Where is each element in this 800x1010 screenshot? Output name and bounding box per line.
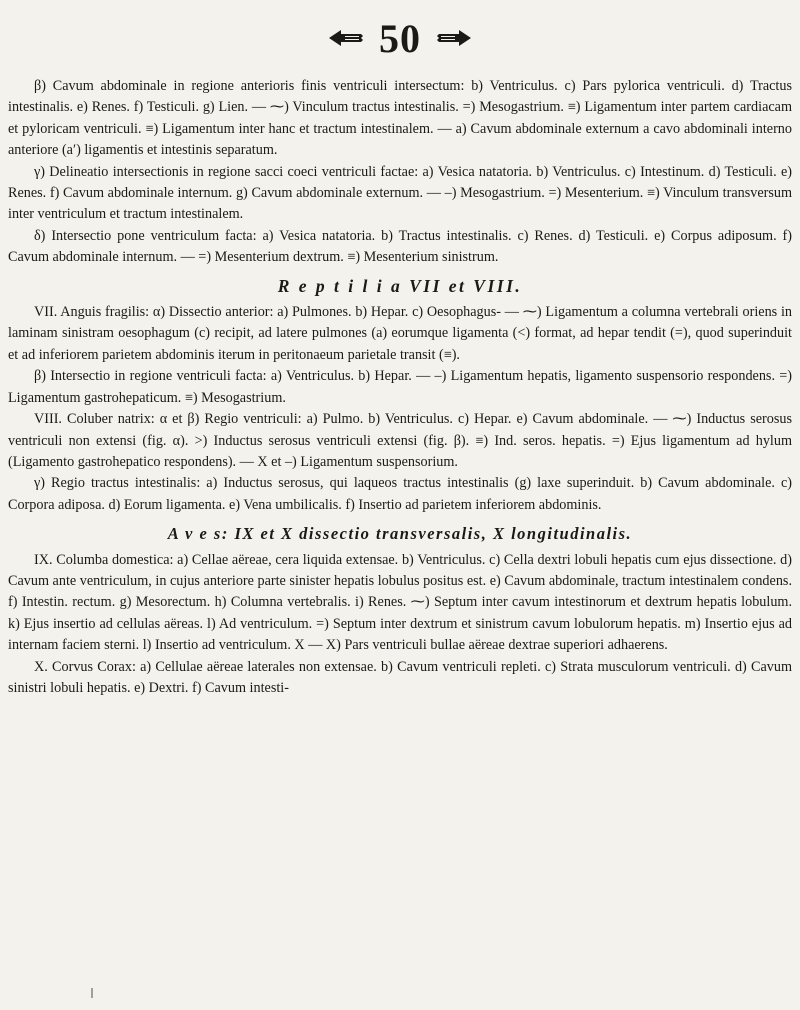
paragraph-corvus-corax: X. Corvus Corax: a) Cellulae aëreae laterales non extensae. b) Cavum ventriculi repleti. c) Strata musculorum ventriculi. d) Cavum sinistri lobuli hepatis. e) Dextri. f) Cavum intesti- [8, 658, 792, 696]
body-text [8, 76, 792, 699]
page-mark [91, 988, 93, 998]
paragraph-coluber-natrix: VIII. Coluber natrix: α et β) Regio ventriculi: a) Pulmo. b) Ventriculus. c) Hepar. e) Cavum abdominale. — ⁓) Inductus serosus ventriculi non extensi (fig. α). ˃) Inductus serosus ventriculi extensi (fig. β). ≡) Ind. seros. hepatis. =) Ejus ligamentum ad hylum (Ligamento gastrohepatico respondens). — X et ‒) Ligamentum suspensorium. [8, 411, 792, 470]
page-number: 50 [379, 15, 421, 61]
hand-pointing-left-icon [327, 25, 365, 51]
section-heading-reptilia: R e p t i l i a VII et VIII. [277, 275, 523, 296]
paragraph-coluber-gamma: γ) Regio tractus intestinalis: a) Inductus serosus, qui laqueos tractus intestinalis (g) laxe superinduit. b) Cavum abdominale. c) Corpora adiposa. d) Eorum ligamenta. e) Vena umbilicalis. f) Insertio ad parietem inferiorem abdominis. [8, 475, 792, 513]
paragraph-columba-domestica: IX. Columba domestica: a) Cellae aëreae, cera liquida extensae. b) Ventriculus. c) Cella dextri lobuli hepatis cum ejus dissectione. d) Cavum ante ventriculum, in cujus anteriore parte sinister hepatis lobulus positus est. e) Cavum abdominale, tractum intestinalem condens. f) Intestin. rectum. g) Mesorectum. h) Columna vertebralis. i) Renes. ⁓) Septum inter cavum intestinorum et dextrum hepatis lobulum. k) Ejus insertio ad cellulas aëreas. l) Ad ventriculum. =) Septum inter dextrum et sinistrum cavum lobulorum hepatis. m) Insertio ejus ad internam faciem sterni. l) Insertio ad ventriculum. X — X) Pars ventriculi bullae aëreae dextrae superiori adhaerens. [8, 551, 792, 654]
paragraph-beta-abdominal-section: β) Cavum abdominale in regione anterioris finis ventriculi intersectum: b) Ventriculus. c) Pars pylorica ventriculi. d) Tractus intestinalis. e) Renes. f) Testiculi. g) Lien. — ⁓) Vinculum tractus intestinalis. =) Mesogastrium. ≡) Ligamentum inter partem cardiacam et pyloricam ventriculi. ≡) Ligamentum inter hanc et tractum intestinalem. — a) Cavum abdominale externum a cavo abdominali interno anteriore (a′) ligamentis et intestinis separatum. [8, 78, 792, 159]
section-heading-aves: A v e s: IX et X dissectio transversalis, X longitudinalis. [167, 524, 633, 544]
paragraph-gamma-delineation: γ) Delineatio intersectionis in regione sacci coeci ventriculi factae: a) Vesica natatoria. b) Ventriculus. c) Intestinum. d) Testiculi. e) Renes. f) Cavum abdominale internum. g) Cavum abdominale externum. — ‒) Mesogastrium. =) Mesenterium. ≡) Vinculum transversum inter ventriculum et tractum intestinalem. [8, 163, 792, 223]
paragraph-delta-intersection: δ) Intersectio pone ventriculum facta: a) Vesica natatoria. b) Tractus intestinalis. c) Renes. d) Testiculi. e) Corpus adiposum. f) Cavum abdominale internum. — =) Mesenterium dextrum. ≡) Mesenterium sinistrum. [8, 227, 792, 266]
page-header [0, 8, 800, 68]
hand-pointing-right-icon [435, 25, 473, 51]
paragraph-anguis-beta: β) Intersectio in regione ventriculi facta: a) Ventriculus. b) Hepar. — ‒) Ligamentum hepatis, ligamento suspensorio respondens. =) Ligamentum gastrohepaticum. ≡) Mesogastrium. [8, 368, 792, 406]
paragraph-anguis-fragilis: VII. Anguis fragilis: α) Dissectio anterior: a) Pulmones. b) Hepar. c) Oesophagus- — ⁓) Ligamentum a columna vertebrali oriens in laminam sinistram oesophagum (c) recipit, ad latere pulmones (a) eorumque ligamenta (<) format, ad hepar tendit (=), quod superinduit et ad inferiorem parietem abdominis iterum in peritonaeum parietale transit (≡). [8, 304, 792, 363]
